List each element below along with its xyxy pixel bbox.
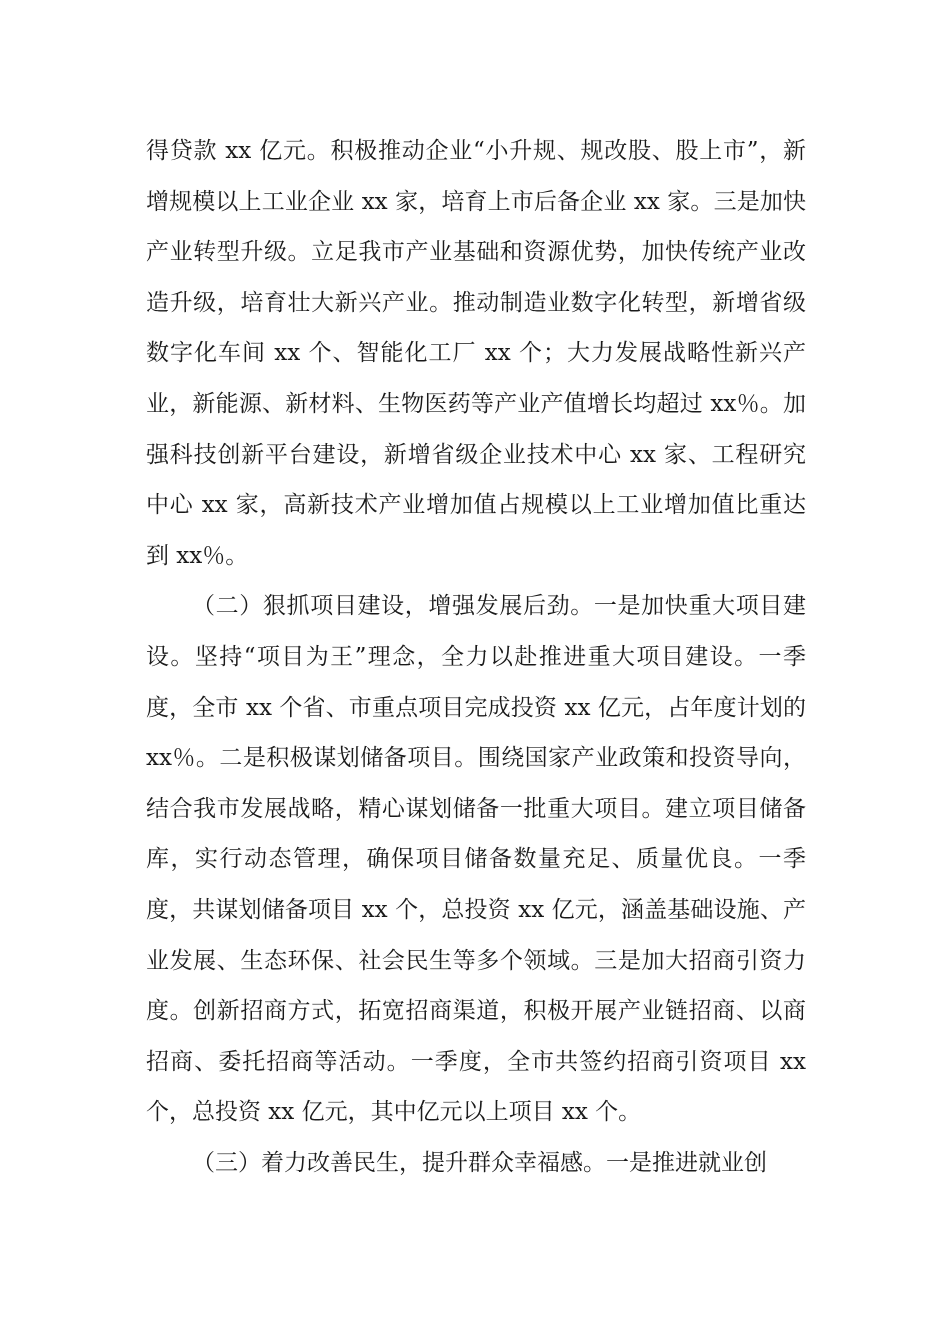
paragraph-livelihood: （三）着力改善民生，提升群众幸福感。一是推进就业创 — [192, 1149, 767, 1176]
paragraph-continued: 得贷款 xx 亿元。积极推动企业“小升规、规改股、股上市”，新增规模以上工业企业 xx 家，培育上市后备企业 xx 家。三是加快产业转型升级。立足我市产业基础和资源优势，加快传统产业改造升级，培育壮大新兴产业。推动制造业数字化转型，新增省级数字化车间 xx 个、智能化工厂 xx 个；大力发展战略性新兴产业，新能源、新材料、生物医药等产业产值增长均超过 xx％。加强科技创新平台建设，新增省级企业技术中心 xx 家、工程研究中心 xx 家，高新技术产业增加值占规模以上工业增加值比重达到 xx％。 — [146, 138, 806, 569]
paragraph-project-construction: （二）狠抓项目建设，增强发展后劲。一是加快重大项目建设。坚持“项目为王”理念，全力以赴推进重大项目建设。一季度，全市 xx 个省、市重点项目完成投资 xx 亿元，占年度计划的 xx％。二是积极谋划储备项目。围绕国家产业政策和投资导向，结合我市发展战略，精心谋划储备一批重大项目。建立项目储备库，实行动态管理，确保项目储备数量充足、质量优良。一季度，共谋划储备项目 xx 个，总投资 xx 亿元，涵盖基础设施、产业发展、生态环保、社会民生等多个领域。三是加大招商引资力度。创新招商方式，拓宽招商渠道，积极开展产业链招商、以商招商、委托招商等活动。一季度，全市共签约招商引资项目 xx 个，总投资 xx 亿元，其中亿元以上项目 xx 个。 — [146, 593, 806, 1126]
document-page — [146, 126, 806, 1188]
